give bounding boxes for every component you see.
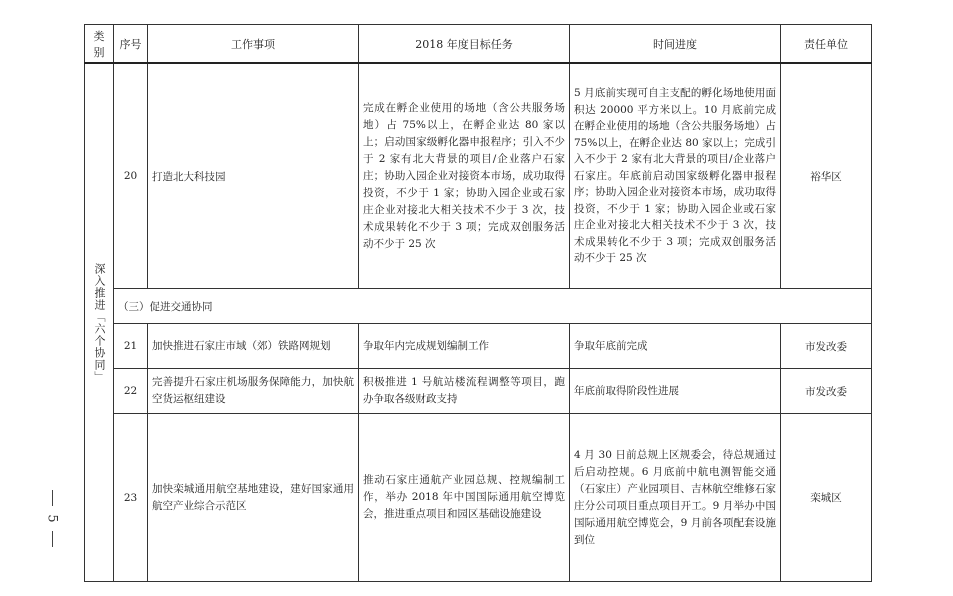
row-target: 争取年内完成规划编制工作 [359,324,570,369]
row-progress: 争取年底前完成 [570,324,781,369]
row-seq: 20 [114,63,148,289]
page-number-text: 5 [44,514,60,523]
row-seq: 21 [114,324,148,369]
row-progress: 年底前取得阶段性进展 [570,369,781,414]
section-title: （三）促进交通协同 [114,289,872,324]
task-table [84,24,872,582]
page-number [42,490,62,547]
table-row [85,369,872,414]
page-number-dash-bottom [52,531,53,547]
table-row [85,324,872,369]
row-seq: 22 [114,369,148,414]
row-progress: 4 月 30 日前总规上区规委会，待总规通过后启动控规。6 月底前中航电测智能交通（石家庄）产业园项目、吉林航空维修石家庄分公司项目重点项目开工。9 月举办中国国际通用航空博览会，9 月前各项配套设施到位 [570,414,781,582]
page-number-dash-top [52,490,53,506]
row-seq: 23 [114,414,148,582]
header-unit: 责任单位 [781,25,872,64]
row-task: 打造北大科技园 [148,63,359,289]
row-target: 完成在孵企业使用的场地（含公共服务场地）占 75%以上，在孵企业达 80 家以上；启动国家级孵化器申报程序；引入不少于 2 家有北大背景的项目/企业落户石家庄；协助入园企业对接资本市场，成功取得投资，不少于 1 家；协助入园企业或石家庄企业对接北大相关技术不少于 3 次，技术成果转化不少于 3 项；完成双创服务活动不少于 25 次 [359,63,570,289]
header-row [85,25,872,64]
header-category: 类别 [85,25,114,64]
row-target: 积极推进 1 号航站楼流程调整等项目，跑办争取各级财政支持 [359,369,570,414]
header-target: 2018 年度目标任务 [359,25,570,64]
section-row [85,289,872,324]
header-seq: 序号 [114,25,148,64]
category-cell [85,63,114,582]
table-row [85,414,872,582]
table-row [85,63,872,289]
row-task: 加快栾城通用航空基地建设，建好国家通用航空产业综合示范区 [148,414,359,582]
header-progress: 时间进度 [570,25,781,64]
row-progress: 5 月底前实现可自主支配的孵化场地使用面积达 20000 平方米以上。10 月底前完成在孵企业使用的场地（含公共服务场地）占 75%以上，在孵企业达 80 家以上；完成引入不少于 2 家有北大背景的项目/企业落户石家庄。年底前启动国家级孵化器申报程序；协助入园企业对接资本市场，成功取得投资，不少于 1 家；协助入园企业或石家庄企业对接北大相关技术不少于 3 次，技术成果转化不少于 3 项；完成双创服务活动不少于 25 次 [570,63,781,289]
row-unit: 栾城区 [781,414,872,582]
row-task: 完善提升石家庄机场服务保障能力，加快航空货运枢纽建设 [148,369,359,414]
row-unit: 裕华区 [781,63,872,289]
row-target: 推动石家庄通航产业园总规、控规编制工作，举办 2018 年中国国际通用航空博览会，推进重点项目和园区基础设施建设 [359,414,570,582]
row-unit: 市发改委 [781,324,872,369]
header-task: 工作事项 [148,25,359,64]
category-label: 深入推进「六个协同」 [93,262,106,383]
row-unit: 市发改委 [781,369,872,414]
row-task: 加快推进石家庄市域（郊）铁路网规划 [148,324,359,369]
